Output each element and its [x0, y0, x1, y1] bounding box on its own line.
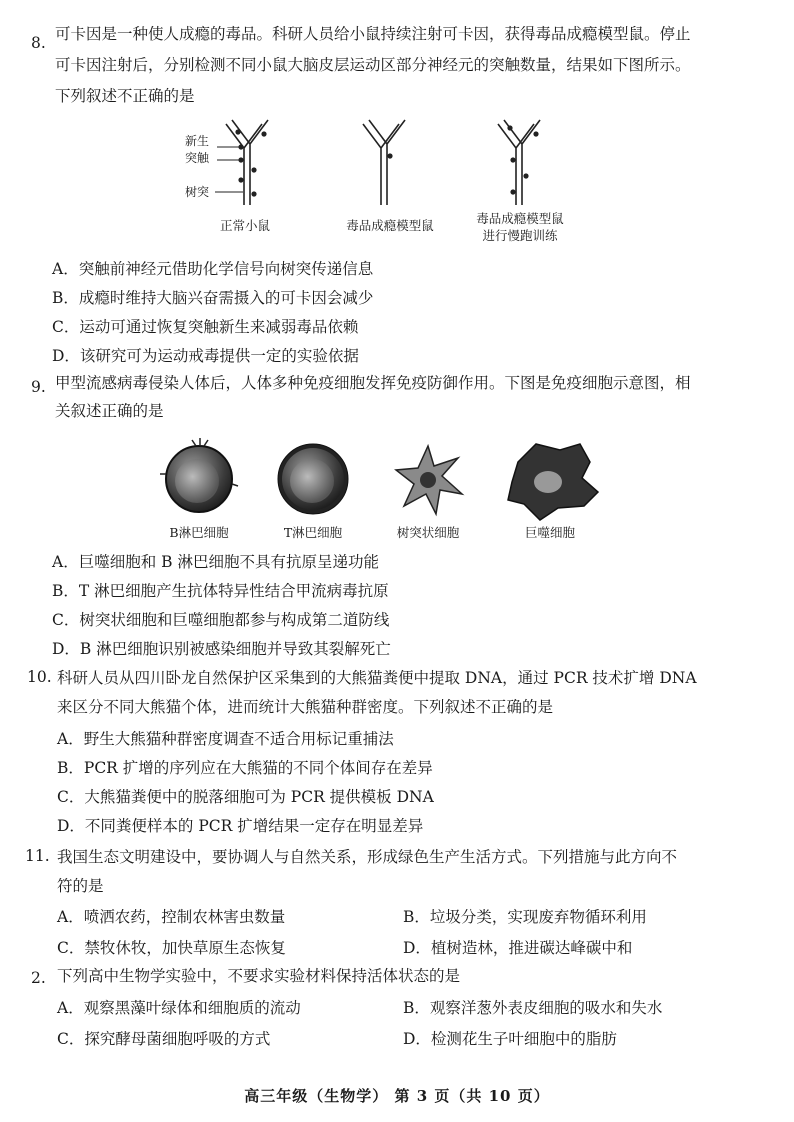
label-new-synapse: 突触 — [185, 151, 210, 165]
option-b[interactable]: B．垃圾分类，实现废弃物循环利用 — [403, 908, 647, 926]
option-d[interactable]: D．B 淋巴细胞识别被感染细胞并导致其裂解死亡 — [52, 640, 391, 658]
option-b[interactable]: B．成瘾时维持大脑兴奋需摄入的可卡因会减少 — [52, 289, 374, 307]
question-number: 2. — [31, 969, 46, 987]
option-a[interactable]: A．巨噬细胞和 B 淋巴细胞不具有抗原呈递功能 — [52, 553, 379, 571]
question-number: 10. — [27, 668, 52, 686]
figure-caption: 巨噬细胞 — [524, 525, 575, 540]
option-b[interactable]: B．观察洋葱外表皮细胞的吸水和失水 — [403, 999, 663, 1017]
question-stem: 下列高中生物学实验中，不要求实验材料保持活体状态的是 — [57, 967, 461, 985]
stem-line: 下列叙述不正确的是 — [55, 87, 195, 105]
option-d[interactable]: D．该研究可为运动戒毒提供一定的实验依据 — [52, 347, 359, 365]
question-number: 11. — [25, 847, 50, 865]
question-number: 9. — [31, 378, 46, 396]
stem-line: 甲型流感病毒侵染人体后，人体多种免疫细胞发挥免疫防御作用。下图是免疫细胞示意图，相 — [55, 374, 691, 392]
figure-caption: 树突状细胞 — [396, 525, 460, 540]
figure-caption: T淋巴细胞 — [283, 525, 343, 540]
option-c[interactable]: C．运动可通过恢复突触新生来减弱毒品依赖 — [52, 318, 359, 336]
stem-line: 我国生态文明建设中，要协调人与自然关系，形成绿色生产生活方式。下列措施与此方向不 — [57, 848, 678, 866]
figure-caption: 毒品成瘾模型鼠 — [476, 211, 564, 226]
dendritic-cell-icon — [396, 446, 462, 514]
option-d[interactable]: D．检测花生子叶细胞中的脂肪 — [403, 1030, 617, 1048]
option-d[interactable]: D．不同粪便样本的 PCR 扩增结果一定存在明显差异 — [57, 817, 424, 835]
stem-line: 可卡因是一种使人成瘾的毒品。科研人员给小鼠持续注射可卡因，获得毒品成瘾模型鼠。停止 — [55, 25, 691, 43]
stem-line: 可卡因注射后，分别检测不同小鼠大脑皮层运动区部分神经元的突触数量，结果如下图所示。 — [55, 56, 691, 74]
option-a[interactable]: A．野生大熊猫种群密度调查不适合用标记重捕法 — [57, 730, 394, 748]
option-list — [52, 548, 391, 664]
label-dendrite: 树突 — [185, 185, 210, 199]
option-a[interactable]: A．观察黑藻叶绿体和细胞质的流动 — [57, 999, 301, 1017]
option-c[interactable]: C．禁牧休牧，加快草原生态恢复 — [57, 939, 286, 957]
option-d[interactable]: D．植树造林，推进碳达峰碳中和 — [403, 939, 633, 957]
option-b[interactable]: B．T 淋巴细胞产生抗体特异性结合甲流病毒抗原 — [52, 582, 389, 600]
option-a[interactable]: A．喷洒农药，控制农林害虫数量 — [57, 908, 286, 926]
figure-caption: B淋巴细胞 — [169, 525, 229, 540]
label-new-synapse: 新生 — [185, 134, 210, 148]
option-c[interactable]: C．大熊猫粪便中的脱落细胞可为 PCR 提供模板 DNA — [57, 788, 434, 806]
b-lymphocyte-icon — [160, 438, 238, 512]
option-c[interactable]: C．探究酵母菌细胞呼吸的方式 — [57, 1030, 271, 1048]
macrophage-icon — [508, 444, 598, 520]
stem-line: 科研人员从四川卧龙自然保护区采集到的大熊猫粪便中提取 DNA，通过 PCR 技术扩增 DNA — [57, 669, 697, 687]
stem-line: 关叙述正确的是 — [55, 402, 164, 420]
figure-caption: 进行慢跑训练 — [482, 228, 558, 243]
question-number: 8. — [31, 34, 46, 52]
t-lymphocyte-icon — [278, 444, 348, 514]
figure-caption: 正常小鼠 — [219, 218, 270, 233]
stem-line: 来区分不同大熊猫个体，进而统计大熊猫种群密度。下列叙述不正确的是 — [57, 698, 554, 716]
page-footer: 高三年级（生物学） 第 3 页（共 10 页） — [244, 1087, 550, 1105]
option-list — [57, 725, 434, 841]
question-stem — [57, 843, 677, 901]
option-a[interactable]: A．突触前神经元借助化学信号向树突传递信息 — [52, 260, 374, 278]
figure-caption: 毒品成瘾模型鼠 — [346, 218, 434, 233]
question-stem — [57, 664, 697, 722]
stem-line: 符的是 — [57, 877, 104, 895]
option-c[interactable]: C．树突状细胞和巨噬细胞都参与构成第二道防线 — [52, 611, 390, 629]
option-b[interactable]: B．PCR 扩增的序列应在大熊猫的不同个体间存在差异 — [57, 759, 433, 777]
